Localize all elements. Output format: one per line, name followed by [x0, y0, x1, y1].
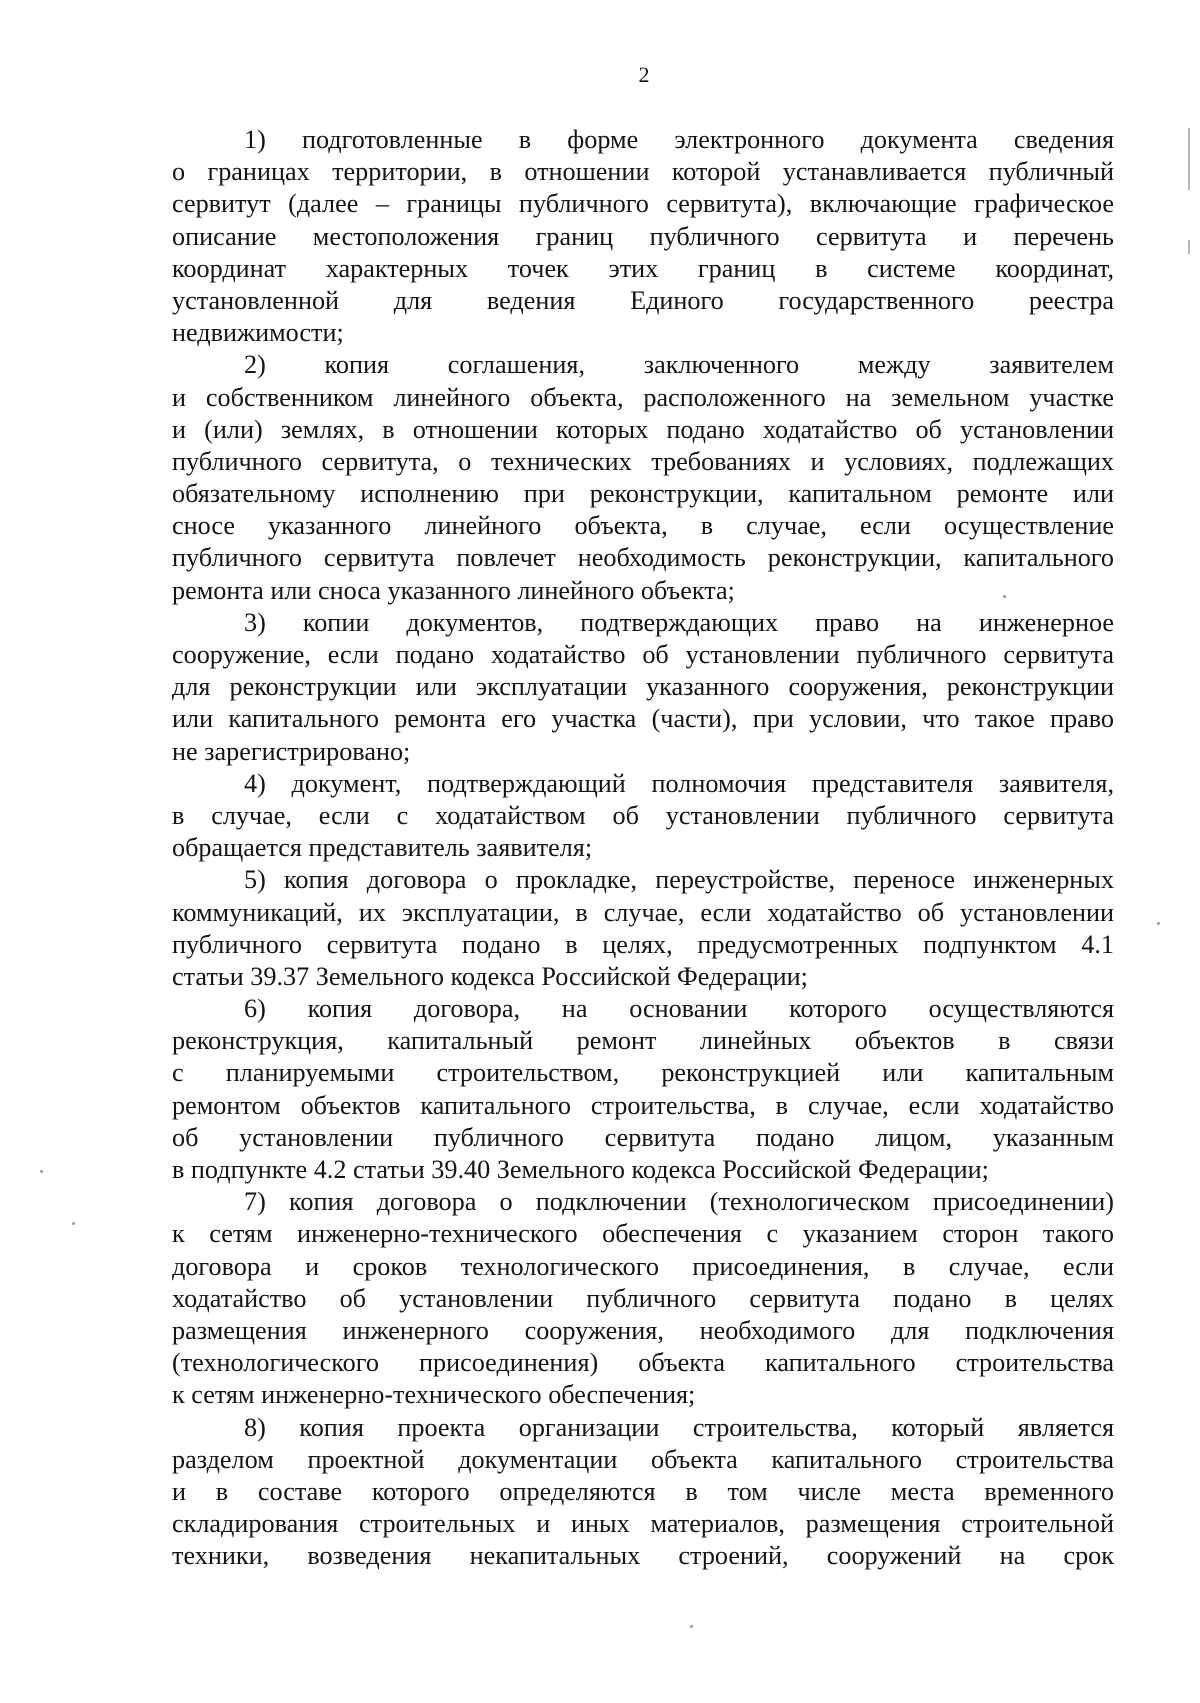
text-line: ходатайство об установлении публичного сервитута подано в целях: [172, 1283, 1114, 1313]
text-line: ремонтом объектов капитального строительства, в случае, если ходатайство: [172, 1090, 1114, 1120]
scan-speck: [40, 1170, 43, 1173]
text-line: размещения инженерного сооружения, необходимого для подключения: [172, 1315, 1114, 1345]
scan-speck: [1157, 922, 1160, 925]
text-line: установленной для ведения Единого государственного реестра: [172, 285, 1114, 315]
text-line: или капитального ремонта его участка (части), при условии, что такое право: [172, 704, 1114, 734]
text-line: сносе указанного линейного объекта, в случае, если осуществление: [172, 511, 1114, 541]
text-line: 6) копия договора, на основании которого осуществляются: [244, 994, 1114, 1024]
text-line: техники, возведения некапитальных строений, сооружений на срок: [172, 1541, 1114, 1571]
text-line: складирования строительных и иных материалов, размещения строительной: [172, 1509, 1114, 1539]
text-line: к сетям инженерно-технического обеспечения с указанием сторон такого: [172, 1219, 1114, 1249]
text-line: реконструкция, капитальный ремонт линейных объектов в связи: [172, 1026, 1114, 1056]
text-line: 5) копия договора о прокладке, переустройстве, переносе инженерных: [244, 865, 1114, 895]
text-line: с планируемыми строительством, реконструкцией или капитальным: [172, 1058, 1114, 1088]
text-line: координат характерных точек этих границ в системе координат,: [172, 253, 1114, 283]
text-line: (технологического присоединения) объекта капитального строительства: [172, 1348, 1114, 1378]
text-line: разделом проектной документации объекта капитального строительства: [172, 1444, 1114, 1474]
text-line: описание местоположения границ публичного сервитута и перечень: [172, 221, 1114, 251]
text-line: коммуникаций, их эксплуатации, в случае, если ходатайство об установлении: [172, 897, 1114, 927]
text-line: в подпункте 4.2 статьи 39.40 Земельного кодекса Российской Федерации;: [172, 1155, 989, 1184]
document-body: [172, 124, 1114, 1572]
text-line: ремонта или сноса указанного линейного объекта;: [172, 575, 735, 605]
text-line: 8) копия проекта организации строительства, который является: [244, 1412, 1114, 1442]
text-line: 1) подготовленные в форме электронного документа сведения: [244, 125, 1114, 154]
text-line: недвижимости;: [172, 318, 344, 348]
text-line: 7) копия договора о подключении (технологическом присоединении): [244, 1187, 1114, 1217]
scan-speck: [72, 1222, 75, 1225]
text-line: обязательному исполнению при реконструкции, капитальном ремонте или: [172, 479, 1114, 509]
text-line: и собственником линейного объекта, расположенного на земельном участке: [172, 382, 1114, 412]
text-line: к сетям инженерно-технического обеспечения;: [172, 1380, 696, 1410]
text-line: в случае, если с ходатайством об установлении публичного сервитута: [172, 800, 1114, 830]
text-line: об установлении публичного сервитута подано лицом, указанным: [172, 1122, 1114, 1152]
text-line: статьи 39.37 Земельного кодекса Российской Федерации;: [172, 961, 808, 991]
text-line: о границах территории, в отношении которой устанавливается публичный: [172, 157, 1114, 187]
text-line: публичного сервитута повлечет необходимость реконструкции, капитального: [172, 543, 1114, 573]
scan-speck: [1003, 595, 1006, 598]
text-line: договора и сроков технологического присоединения, в случае, если: [172, 1251, 1114, 1281]
text-line: не зарегистрировано;: [172, 736, 411, 766]
scan-speck: [690, 1625, 693, 1628]
scan-edge-mark: [1188, 128, 1190, 190]
text-line: и (или) землях, в отношении которых подано ходатайство об установлении: [172, 414, 1114, 444]
text-line: и в составе которого определяются в том числе места временного: [172, 1476, 1114, 1506]
text-line: 2) копия соглашения, заключенного между заявителем: [244, 350, 1114, 380]
text-line: 4) документ, подтверждающий полномочия представителя заявителя,: [244, 768, 1114, 798]
text-line: обращается представитель заявителя;: [172, 833, 593, 863]
scan-edge-mark: [1188, 240, 1190, 254]
text-line: 3) копии документов, подтверждающих право на инженерное: [244, 607, 1114, 637]
text-line: сооружение, если подано ходатайство об установлении публичного сервитута: [172, 640, 1114, 669]
text-line: сервитут (далее – границы публичного сервитута), включающие графическое: [172, 189, 1114, 219]
text-line: публичного сервитута подано в целях, предусмотренных подпунктом 4.1: [172, 929, 1114, 959]
text-line: публичного сервитута, о технических требованиях и условиях, подлежащих: [172, 446, 1114, 476]
text-line: для реконструкции или эксплуатации указанного сооружения, реконструкции: [172, 672, 1114, 702]
page-number: 2: [638, 62, 650, 87]
